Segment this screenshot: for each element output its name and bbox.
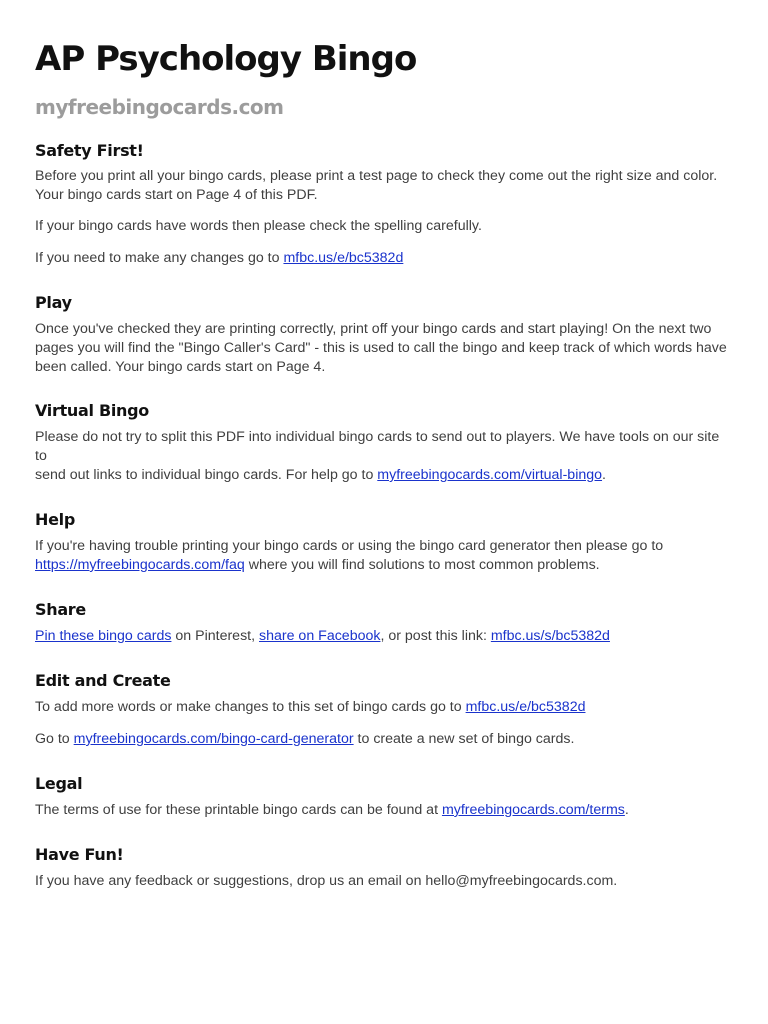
virtual-line2-text: send out links to individual bingo cards. For help go to — [35, 467, 378, 483]
legal-end: . — [624, 802, 629, 818]
safety-paragraph-3 — [35, 249, 734, 268]
legal-paragraph — [35, 801, 734, 820]
section-safety — [35, 140, 734, 268]
heading-help: Help — [35, 510, 75, 529]
virtual-paragraph — [35, 428, 734, 485]
section-have-fun — [35, 844, 734, 891]
share-paragraph — [35, 627, 734, 646]
fun-paragraph: If you have any feedback or suggestions, drop us an email on hello@myfreebingocards.com. — [35, 873, 618, 889]
heading-have-fun: Have Fun! — [35, 845, 124, 864]
heading-legal: Legal — [35, 774, 83, 793]
play-line2: pages you will find the "Bingo Caller's Card" - this is used to call the bingo and keep track of which words have — [35, 340, 727, 356]
edit-p1-text: To add more words or make changes to this set of bingo cards go to — [35, 699, 466, 715]
facebook-link[interactable]: share on Facebook — [259, 628, 381, 644]
heading-virtual-bingo: Virtual Bingo — [35, 401, 149, 420]
section-share — [35, 599, 734, 646]
help-line1: If you're having trouble printing your bingo cards or using the bingo card generator then please go to — [35, 538, 664, 554]
legal-text: The terms of use for these printable bingo cards can be found at — [35, 802, 442, 818]
generator-link[interactable]: myfreebingocards.com/bingo-card-generator — [73, 731, 354, 747]
safety-paragraph-2: If your bingo cards have words then please check the spelling carefully. — [35, 218, 482, 234]
help-line2-text: where you will find solutions to most common problems. — [244, 557, 600, 573]
play-line1: Once you've checked they are printing correctly, print off your bingo cards and start playing! On the next two — [35, 321, 712, 337]
virtual-bingo-link[interactable]: myfreebingocards.com/virtual-bingo — [377, 467, 603, 483]
faq-link[interactable]: https://myfreebingocards.com/faq — [35, 557, 245, 573]
virtual-line2-end: . — [602, 467, 606, 483]
edit-paragraph-2 — [35, 730, 734, 749]
virtual-line1: Please do not try to split this PDF into individual bingo cards to send out to players. We have tools on our site to — [35, 429, 720, 464]
edit-p2-end: to create a new set of bingo cards. — [353, 731, 575, 747]
site-name: myfreebingocards.com — [35, 95, 284, 119]
section-play — [35, 292, 734, 377]
edit-set-link[interactable]: mfbc.us/e/bc5382d — [465, 699, 586, 715]
heading-share: Share — [35, 600, 86, 619]
play-paragraph — [35, 320, 734, 377]
play-line3: been called. Your bingo cards start on Page 4. — [35, 359, 326, 375]
share-text-2: , or post this link: — [380, 628, 491, 644]
heading-safety: Safety First! — [35, 141, 144, 160]
heading-edit-create: Edit and Create — [35, 671, 171, 690]
help-paragraph — [35, 537, 734, 575]
safety-p3-text: If you need to make any changes go to — [35, 250, 284, 266]
safety-paragraph-1 — [35, 167, 734, 205]
section-help — [35, 509, 734, 575]
safety-p1-line2: Your bingo cards start on Page 4 of this PDF. — [35, 187, 318, 203]
edit-p2-text: Go to — [35, 731, 74, 747]
pinterest-link[interactable]: Pin these bingo cards — [35, 628, 172, 644]
section-legal — [35, 773, 734, 820]
section-virtual-bingo — [35, 400, 734, 485]
heading-play: Play — [35, 293, 72, 312]
edit-link[interactable]: mfbc.us/e/bc5382d — [283, 250, 404, 266]
share-text-1: on Pinterest, — [171, 628, 259, 644]
share-link[interactable]: mfbc.us/s/bc5382d — [490, 628, 610, 644]
safety-p1-line1: Before you print all your bingo cards, please print a test page to check they come out the right size and color. — [35, 168, 718, 184]
page-title: AP Psychology Bingo — [35, 39, 417, 79]
section-edit-create — [35, 670, 734, 749]
edit-paragraph-1 — [35, 698, 734, 717]
terms-link[interactable]: myfreebingocards.com/terms — [441, 802, 625, 818]
